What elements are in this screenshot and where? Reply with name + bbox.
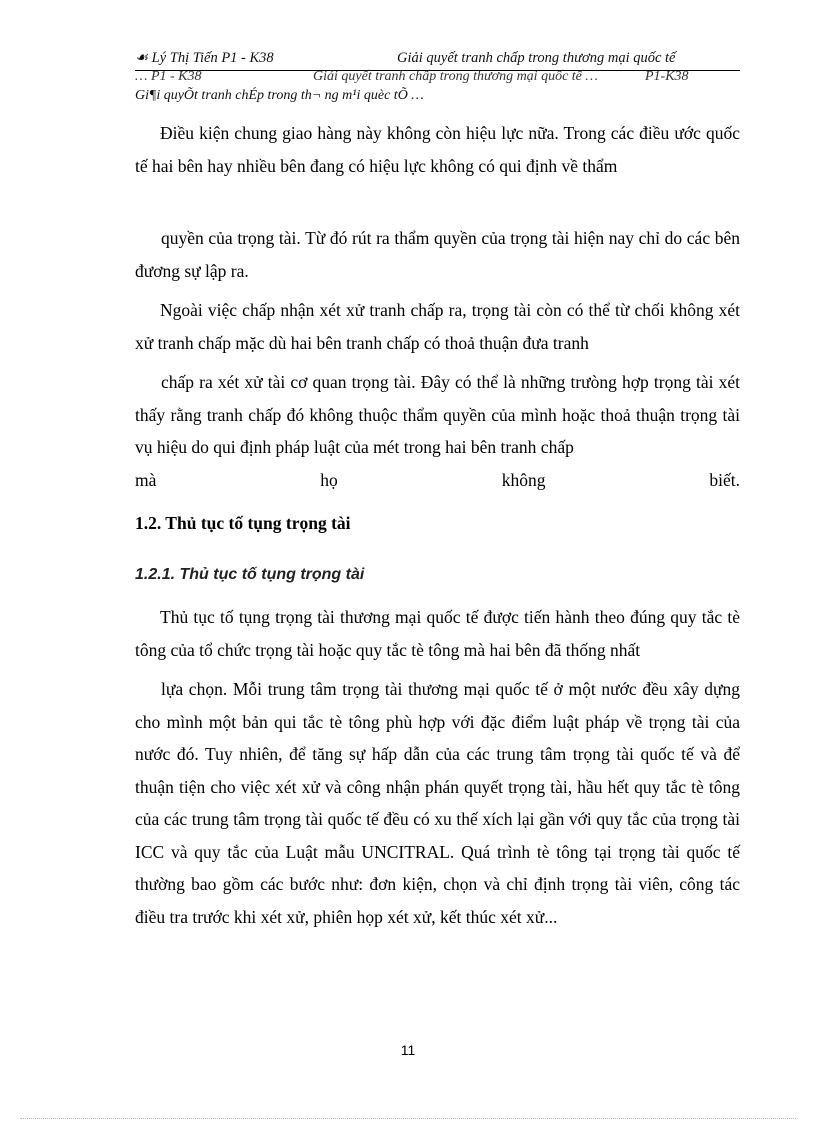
subsection-heading: 1.2.1. Thủ tục tố tụng trọng tài xyxy=(135,566,365,583)
page-bottom-divider xyxy=(20,1118,796,1119)
word: họ xyxy=(320,469,338,490)
paragraph-4 xyxy=(135,366,740,496)
paragraph-5: Thủ tục tố tụng trọng tài thương mại quốc tế được tiến hành theo đúng quy tắc tè tông của tổ chức trọng tài hoặc quy tắc tè tông mà hai bên đã thống nhất xyxy=(135,607,740,660)
running-header-line-3: Gi¶i quyÕt tranh chÉp trong th¬ ng m¹i quèc tÕ … xyxy=(135,88,424,103)
running-header-line-2 xyxy=(135,69,689,85)
header-2-left: … P1 - K38 xyxy=(135,69,202,84)
paragraph-3: Ngoài việc chấp nhận xét xử tranh chấp ra, trọng tài còn có thể từ chối không xét xử tranh chấp mặc dù hai bên tranh chấp có thoả thuận đưa tranh xyxy=(135,300,740,353)
word: mà xyxy=(135,469,157,490)
word: biết. xyxy=(709,469,740,490)
paragraph-4-text: chấp ra xét xử tài cơ quan trọng tài. Đây có thể là những trưòng hợp trọng tài xét thấy rằng tranh chấp đó không thuộc thẩm quyền của mình hoặc thoả thuận trọng tài vụ hiệu do qui định pháp luật của mét trong hai bên tranh chấp xyxy=(135,372,740,457)
header-author: ☙ Lý Thị Tiến P1 - K38 xyxy=(135,50,274,66)
page-number: 11 xyxy=(400,1042,416,1058)
paragraph-2: quyền của trọng tài. Từ đó rút ra thẩm quyền của trọng tài hiện nay chỉ do các bên đương sự lập ra. xyxy=(135,228,740,281)
section-heading: 1.2. Thủ tục tố tụng trọng tài xyxy=(135,513,351,533)
paragraph-6: lựa chọn. Mỗi trung tâm trọng tài thương mại quốc tế ở một nước đều xây dựng cho mình một bản qui tắc tè tông phù hợp với đặc điểm luật pháp về trọng tài của nước đó. Tuy nhiên, để tăng sự hấp dẫn của các trung tâm trọng tài quốc tế và để thuận tiện cho việc xét xử và công nhận phán quyết trọng tài, hầu hết quy tắc tè tông của các trung tâm trọng tài quốc tế đều có xu thế xích lại gần với quy tắc của trọng tài ICC và quy tắc của Luật mẫu UNCITRAL. Quá trình tè tông tại trọng tài quốc tế thường bao gồm các bước như: đơn kiện, chọn và chỉ định trọng tài viên, công tác điều tra trước khi xét xử, phiên họp xét xử, kết thúc xét xử... xyxy=(135,679,740,927)
paragraph-4-last-line xyxy=(135,464,740,497)
running-header-line-1 xyxy=(135,50,676,67)
paragraph-1: Điều kiện chung giao hàng này không còn hiệu lực nữa. Trong các điều ước quốc tế hai bên hay nhiều bên đang có hiệu lực không có qui định về thẩm xyxy=(135,123,740,176)
header-2-right: P1-K38 xyxy=(645,69,689,84)
header-2-middle: Giải quyết tranh chấp trong thương mại quốc tế … xyxy=(313,69,598,84)
word: không xyxy=(501,469,546,490)
header-title: Giải quyết tranh chấp trong thương mại quốc tế xyxy=(397,50,676,66)
